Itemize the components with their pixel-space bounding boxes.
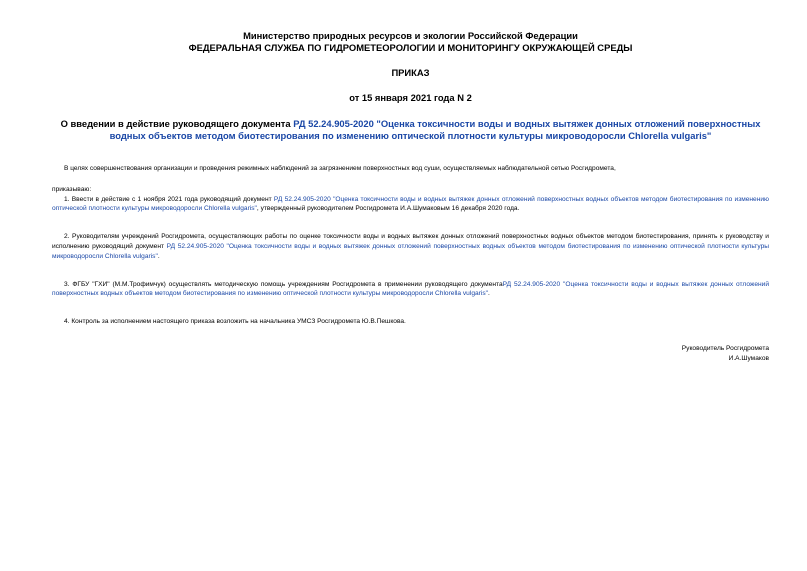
- item-1: [52, 195, 769, 215]
- item-2-text: 2. Руководителям учреждений Росгидромета, осуществляющих работы по оценке токсичности воды и водных вытяжек донных отложений поверхностных водных объектов методом биотестирования, принять к руководству и исполнению руководящий документ: [52, 233, 769, 250]
- document-body: [52, 164, 769, 327]
- prikazyvayu-label: приказываю:: [52, 185, 92, 193]
- item-3-text-end: .: [487, 290, 490, 298]
- item-3-document-link[interactable]: РД 52.24.905-2020 "Оценка токсичности воды и водных вытяжек донных отложений поверхностных водных объектов методом биотестирования по изменению оптической плотности культуры микроводоросли Chlorella vulgaris": [52, 280, 770, 298]
- item-1-document-link[interactable]: РД 52.24.905-2020 "Оценка токсичности воды и водных вытяжек донных отложений поверхностных водных объектов методом биотестирования по изменению оптической плотности культуры микроводоросли Chlorella vulgaris": [52, 195, 769, 213]
- signatory-position: Руководитель Росгидромета: [681, 345, 769, 352]
- title-document-link[interactable]: РД 52.24.905-2020 "Оценка токсичности воды и водных вытяжек донных отложений поверхностных водных объектов методом биотестирования по изменению оптической плотности культуры микроводоросли Chlorella vulgaris": [109, 118, 761, 141]
- item-2-text-end: .: [157, 252, 160, 260]
- service-name: ФЕДЕРАЛЬНАЯ СЛУЖБА ПО ГИДРОМЕТЕОРОЛОГИИ И МОНИТОРИНГУ ОКРУЖАЮЩЕЙ СРЕДЫ: [188, 42, 633, 53]
- signatory-name: И.А.Шумаков: [728, 355, 769, 362]
- title-prefix: О введении в действие руководящего документа: [60, 118, 294, 129]
- document-date: от 15 января 2021 года N 2: [349, 92, 472, 103]
- item-4: 4. Контроль за исполнением настоящего приказа возложить на начальника УМСЗ Росгидромета Ю.В.Пешкова.: [64, 318, 406, 326]
- item-3-text: 3. ФГБУ "ГХИ" (М.М.Трофимчук) осуществлять методическую помощь учреждениям Росгидромета в применении руководящего документа: [64, 280, 503, 288]
- signature-block: [682, 344, 769, 364]
- intro-paragraph: В целях совершенствования организации и проведения режимных наблюдений за загрязнением поверхностных вод суши, осуществляемых наблюдательной сетью Росгидромета,: [64, 165, 616, 172]
- document-type: ПРИКАЗ: [391, 67, 430, 78]
- document-title: [52, 118, 769, 142]
- ministry-name: Министерство природных ресурсов и экологии Российской Федерации: [243, 30, 578, 41]
- ministry-heading: [52, 0, 769, 54]
- item-2: [52, 232, 769, 261]
- item-1-text-end: , утвержденный руководителем Росгидромета И.А.Шумаковым 16 декабря 2020 года.: [256, 205, 520, 213]
- item-1-text: 1. Ввести в действие с 1 ноября 2021 года руководящий документ: [64, 195, 274, 203]
- item-2-document-link[interactable]: РД 52.24.905-2020 "Оценка токсичности воды и водных вытяжек донных отложений поверхностных водных объектов методом биотестирования по изменению оптической плотности культуры микроводоросли Chlorella vulgaris": [52, 242, 769, 260]
- item-3: [52, 280, 769, 300]
